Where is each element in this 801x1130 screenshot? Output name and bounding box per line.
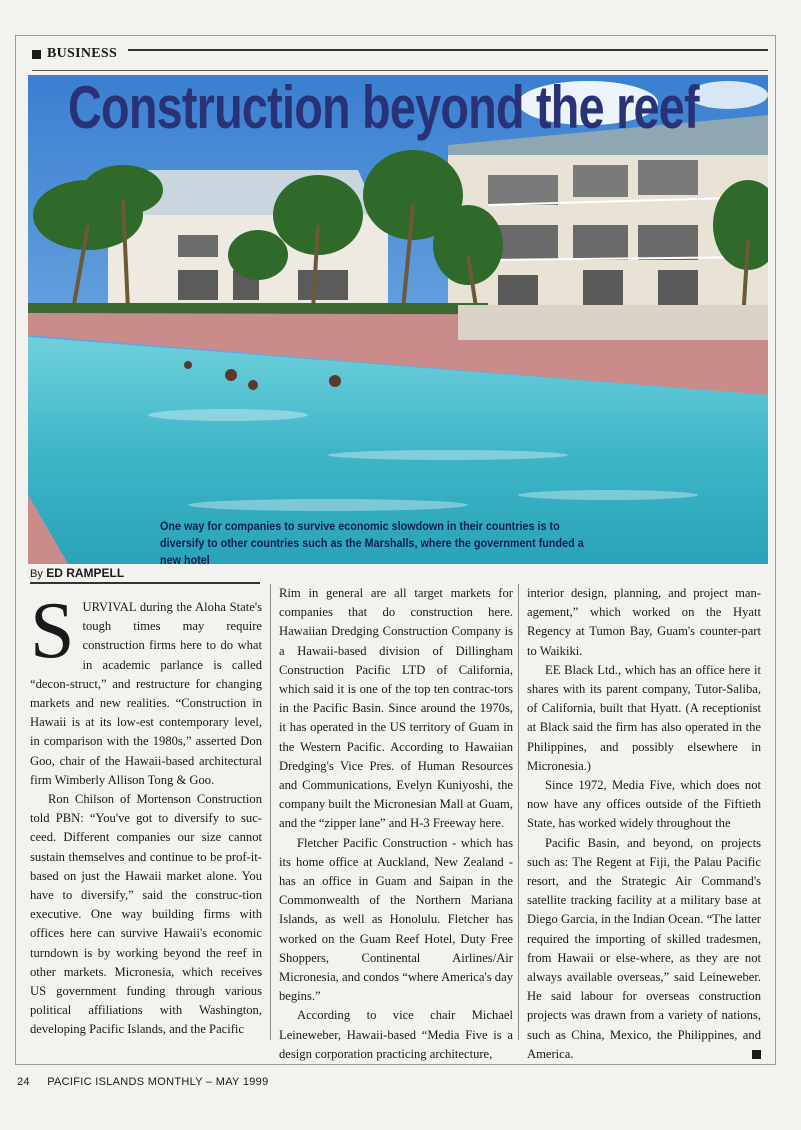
hotel-pool-photo bbox=[28, 75, 768, 564]
column-divider bbox=[270, 584, 271, 1040]
final-text: Pacific Basin, and beyond, on projects such as: The Regent at Fiji, the Palau Pacific resort, and the Strategic Air Command's satellite tracking facility at a military base at Diego Garcia, in the Indian Ocean. “The latter required the importing of skilled tradesmen, from Hawaii or else-where, as they are not always available overseas,” said Leineweber. He said labour for overseas construction projects was drawn from a variety of nations, such as China, Mexico, the Philippines, and America. bbox=[527, 835, 761, 1061]
paragraph: Fletcher Pacific Construction - which has its home office at Auckland, New Zealand - has an office in Guam and Saipan in the Commonwealth of the Northern Mariana Islands, as well as Honolulu. Fletcher has worked on the Guam Reef Hotel, Duty Free Shoppers, Continental Airlines/Air Micronesia, and condos “where America's day begins.” bbox=[279, 835, 513, 1004]
photo-caption: One way for companies to survive economic slowdown in their countries is to diversify to other countries such as the Marshalls, where the government funded a new hotel bbox=[160, 519, 584, 567]
column-divider bbox=[518, 584, 519, 1040]
header-rule bbox=[128, 49, 768, 51]
page-number: 24 bbox=[17, 1076, 30, 1088]
article-column-3 bbox=[527, 584, 761, 1064]
publication-line: PACIFIC ISLANDS MONTHLY – MAY 1999 bbox=[47, 1076, 269, 1088]
article-headline: Construction beyond the reef bbox=[68, 74, 699, 141]
article-column-2 bbox=[279, 584, 513, 1064]
paragraph: interior design, planning, and project man-agement,” which worked on the Hyatt Regency at Tumon Bay, Guam's counter-part to Waikiki. bbox=[527, 586, 761, 658]
paragraph: Ron Chilson of Mortenson Construction told PBN: “You've got to diversify to suc-ceed. Different companies our size cannot sustain themselves and continue to be prof-it-based on just the Hawaii market alone. You have to diversify,” said the construc-tion executive. One way building firms with offices here can survive Hawaii's economic turndown is by working beyond the reef in other markets. Micronesia, which receives US government funding through various political affiliations with Washington, developing Pacific Islands, and the Pacific bbox=[30, 792, 262, 1037]
drop-cap: S bbox=[30, 587, 75, 675]
section-header bbox=[32, 46, 117, 62]
paragraph: According to vice chair Michael Leineweber, Hawaii-based “Media Five is a design corporation practicing architecture, bbox=[279, 1008, 513, 1061]
paragraph bbox=[527, 834, 761, 1064]
paragraph: Since 1972, Media Five, which does not now have any offices outside of the Fiftieth State, has worked widely throughout the bbox=[527, 778, 761, 831]
paragraph: EE Black Ltd., which has an office here it shares with its parent company, Tutor-Saliba, of California, built that Hyatt. (A receptionist at Black said the firm has also operated in the Philippines, and possibly elsewhere in Micronesia.) bbox=[527, 662, 761, 773]
byline bbox=[30, 566, 124, 580]
lead-paragraph bbox=[30, 587, 262, 790]
lead-text: URVIVAL during the Aloha State's tough times may require construction firms here to do what in academic parlance is called “decon-struct,” and restructure for changing markets and new realities. “Construction in Hawaii is at its low-est contemporary level, in comparison with the 1980s,” asserted Don Goo, chair of the Hawaii-based architectural firm Wimberly Allison Tong & Goo. bbox=[30, 600, 262, 787]
byline-author: ED RAMPELL bbox=[46, 566, 125, 580]
article-column-1 bbox=[30, 587, 262, 1040]
end-mark-icon bbox=[752, 1050, 761, 1059]
byline-rule bbox=[30, 582, 260, 584]
paragraph: Rim in general are all target markets for companies that do construction here. Hawaiian Dredging Construction Company is a Hawaii-based division of Dillingham Construction Pacific LTD of California, which said it is one of the top ten contrac-tors in the Pacific Basin. Since around the 1970s, it has operated in the US territory of Guam in the Western Pacific. According to Hawaiian Dredging's Vice Pres. of Human Resources and Communications, Evelyn Kuniyoshi, the company built the Micronesian Mall at Guam, and the “zipper lane” and H-3 Freeway here. bbox=[279, 586, 513, 831]
page-footer bbox=[17, 1076, 269, 1088]
header-rule-thin bbox=[32, 70, 768, 71]
section-label: BUSINESS bbox=[47, 46, 118, 61]
byline-prefix: By bbox=[30, 568, 43, 580]
section-square-icon bbox=[32, 50, 41, 59]
